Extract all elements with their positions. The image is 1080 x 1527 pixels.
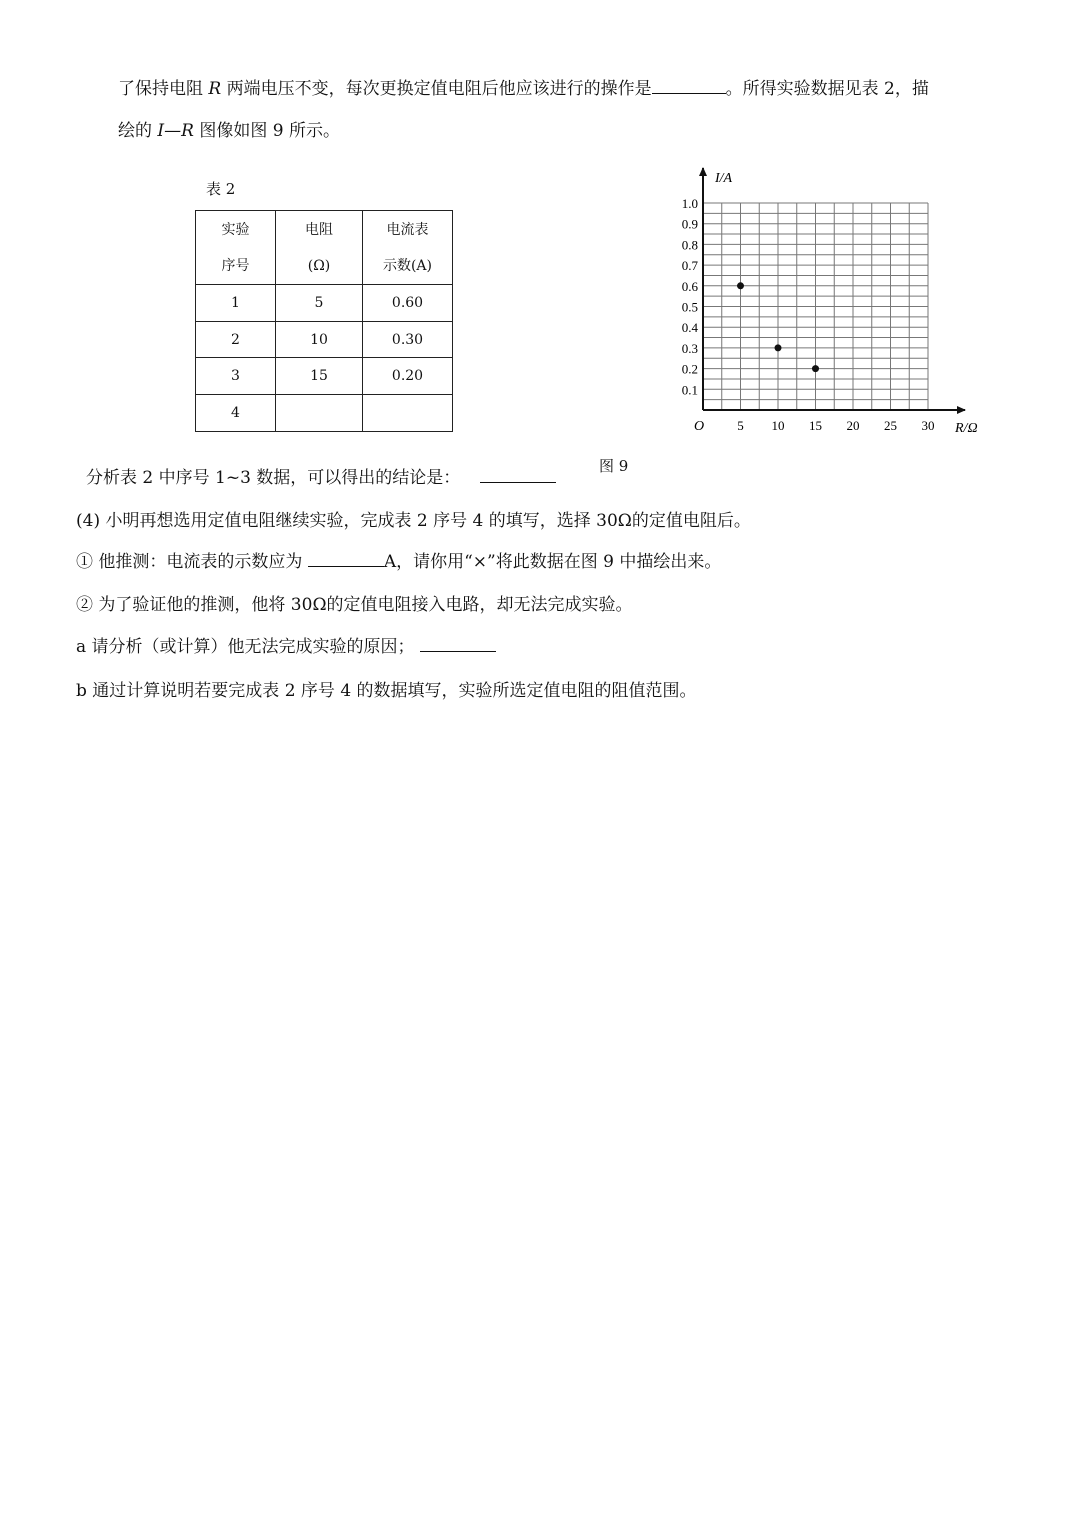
answer-blank-reason[interactable] [420, 650, 496, 652]
table-cell: 10 [276, 322, 363, 358]
table-cell: 15 [276, 358, 363, 395]
header-current-line1: 电流表 [386, 221, 429, 238]
header-resistance-line1: 电阻 [305, 221, 333, 238]
intro-var-r: R [208, 79, 222, 99]
header-index-line2: 序号 [221, 257, 250, 274]
y-tick-label: 0.9 [681, 216, 698, 232]
table-cell-empty[interactable] [363, 395, 453, 432]
table-cell: 2 [196, 322, 276, 358]
table-row [196, 322, 453, 358]
intro-var-ir: I—R [157, 121, 194, 141]
y-tick-label: 0.2 [681, 361, 698, 377]
analysis-text: 分析表 2 中序号 1~3 数据，可以得出的结论是： [86, 468, 461, 488]
table-cell: 0.30 [363, 322, 453, 358]
chart-labels [694, 171, 978, 436]
data-point [812, 365, 819, 372]
y-tick-label: 0.1 [681, 382, 698, 398]
figure-caption: 图 9 [599, 457, 629, 475]
table-caption: 表 2 [206, 180, 236, 198]
data-table [195, 210, 453, 432]
x-tick-label: 25 [884, 418, 897, 433]
y-tick-label: 0.8 [681, 237, 698, 253]
y-tick-label: 0.7 [681, 258, 698, 274]
y-tick-label: 0.6 [681, 278, 698, 294]
table-row [196, 395, 453, 432]
intro-text-3: 。所得实验数据见表 2，描 [725, 79, 929, 99]
y-tick-label: 0.5 [681, 299, 698, 315]
table-row [196, 285, 453, 322]
intro-text-5: 图像如图 9 所示。 [199, 121, 340, 141]
figure-9-chart [660, 160, 1000, 440]
question-4-1-text-a: ① 他推测：电流表的示数应为 [76, 552, 303, 572]
answer-blank-current[interactable] [308, 565, 384, 567]
analysis-line [86, 463, 556, 488]
question-a-text: a 请分析（或计算）他无法完成实验的原因； [76, 637, 415, 657]
y-tick-label: 0.4 [681, 320, 698, 336]
x-tick-label: 10 [771, 418, 785, 433]
question-4-1-text-b: A，请你用“×”将此数据在图 9 中描绘出来。 [383, 552, 722, 572]
chart-ticks [682, 196, 935, 433]
x-tick-label: 15 [809, 418, 822, 433]
table-row [196, 358, 453, 395]
answer-blank-operation[interactable] [652, 92, 726, 94]
question-4-1 [76, 547, 721, 572]
x-tick-label: 30 [921, 418, 935, 433]
table-cell: 0.60 [363, 285, 453, 322]
intro-line-1 [118, 74, 929, 99]
header-cell-resistance [276, 211, 363, 285]
answer-blank-conclusion[interactable] [480, 481, 556, 483]
header-resistance-line2: (Ω) [307, 257, 331, 274]
question-4-2: ② 为了验证他的推测，他将 30Ω的定值电阻接入电路，却无法完成实验。 [76, 595, 633, 615]
y-axis-label: I/A [715, 171, 733, 186]
intro-text-2: 两端电压不变，每次更换定值电阻后他应该进行的操作是 [226, 79, 652, 99]
origin-label: O [694, 419, 705, 434]
intro-text-1: 了保持电阻 [118, 79, 203, 99]
table-cell: 0.20 [363, 358, 453, 395]
question-4: (4) 小明再想选用定值电阻继续实验，完成表 2 序号 4 的填写，选择 30Ω的定值电阻后。 [76, 511, 751, 531]
header-cell-index [196, 211, 276, 285]
table-cell: 3 [196, 358, 276, 395]
data-point [775, 344, 782, 351]
table-cell: 1 [196, 285, 276, 322]
question-a [76, 632, 496, 657]
header-current-line2: 示数(A) [382, 257, 433, 274]
table-cell-empty[interactable] [276, 395, 363, 432]
header-index-line1: 实验 [221, 221, 250, 238]
x-tick-label: 5 [737, 418, 744, 433]
data-point [737, 282, 744, 289]
x-tick-label: 20 [846, 418, 860, 433]
intro-line-2 [118, 116, 340, 141]
y-tick-label: 1.0 [681, 196, 698, 211]
intro-text-4: 绘的 [118, 121, 152, 141]
table-header-row [196, 211, 453, 285]
question-b: b 通过计算说明若要完成表 2 序号 4 的数据填写，实验所选定值电阻的阻值范围。 [76, 681, 697, 701]
table-cell: 5 [276, 285, 363, 322]
chart-grid [703, 203, 928, 410]
table-cell: 4 [196, 395, 276, 432]
y-tick-label: 0.3 [681, 340, 698, 356]
x-axis-label: R/Ω [955, 421, 978, 436]
header-cell-current [363, 211, 453, 285]
